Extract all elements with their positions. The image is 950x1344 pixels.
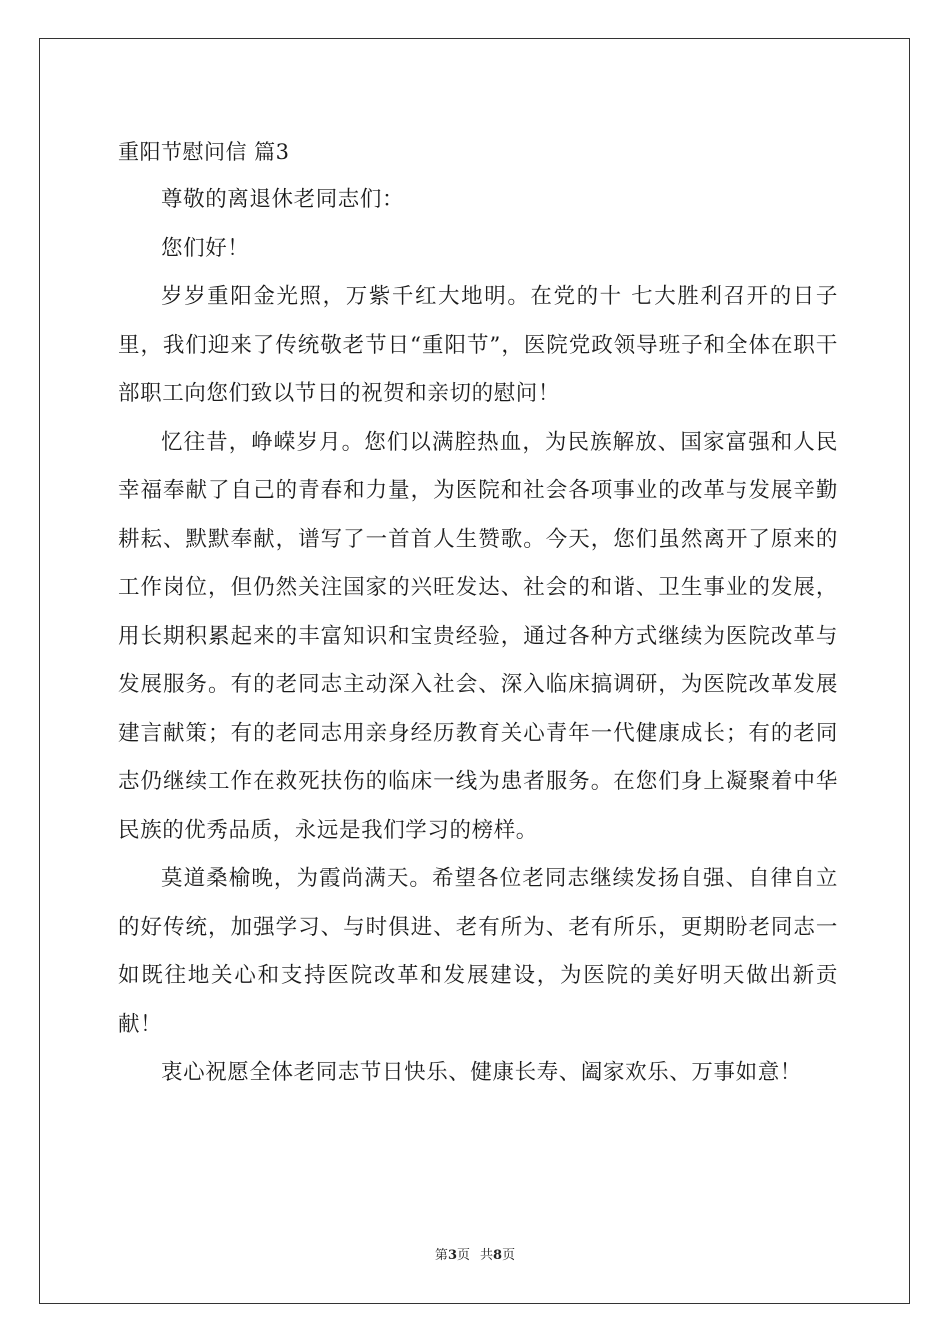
closing-wish: 衷心祝愿全体老同志节日快乐、健康长寿、阖家欢乐、万事如意！ <box>161 1060 802 1085</box>
current-page-number: 3 <box>447 1248 457 1263</box>
salutation: 尊敬的离退休老同志们： <box>161 187 405 212</box>
greeting: 您们好！ <box>161 235 250 261</box>
page-prefix: 第 <box>434 1248 448 1263</box>
page-number-footer <box>0 1246 950 1266</box>
document-title: 重阳节慰问信 篇3 <box>118 140 290 164</box>
letter-body <box>118 128 838 1098</box>
paragraph-3: 莫道桑榆晚，为霞尚满天。希望各位老同志继续发扬自强、自律自立的好传统，加强学习、与时俱进、老有所为、老有所乐，更期盼老同志一如既往地关心和支持医院改革和发展建设，为医院的美好明天做出新贡献！ <box>118 866 838 1037</box>
paragraph-1: 岁岁重阳金光照，万紫千红大地明。在党的十 七大胜利召开的日子里，我们迎来了传统敬老节日“重阳节”，医院党政领导班子和全体在职干部职工向您们致以节日的祝贺和亲切的慰问！ <box>118 284 838 406</box>
page-suffix: 页 <box>456 1248 470 1263</box>
total-prefix: 共 <box>480 1248 494 1263</box>
total-suffix: 页 <box>502 1248 516 1263</box>
total-page-count: 8 <box>493 1248 503 1263</box>
paragraph-2: 忆往昔，峥嵘岁月。您们以满腔热血，为民族解放、国家富强和人民幸福奉献了自己的青春和力量，为医院和社会各项事业的改革与发展辛勤耕耘、默默奉献，谱写了一首首人生赞歌。今天，您们虽然离开了原来的工作岗位，但仍然关注国家的兴旺发达、社会的和谐、卫生事业的发展，用长期积累起来的丰富知识和宝贵经验，通过各种方式继续为医院改革与发展服务。有的老同志主动深入社会、深入临床搞调研，为医院改革发展建言献策；有的老同志用亲身经历教育关心青年一代健康成长；有的老同志仍继续工作在救死扶伤的临床一线为患者服务。在您们身上凝聚着中华民族的优秀品质，永远是我们学习的榜样。 <box>118 429 838 843</box>
